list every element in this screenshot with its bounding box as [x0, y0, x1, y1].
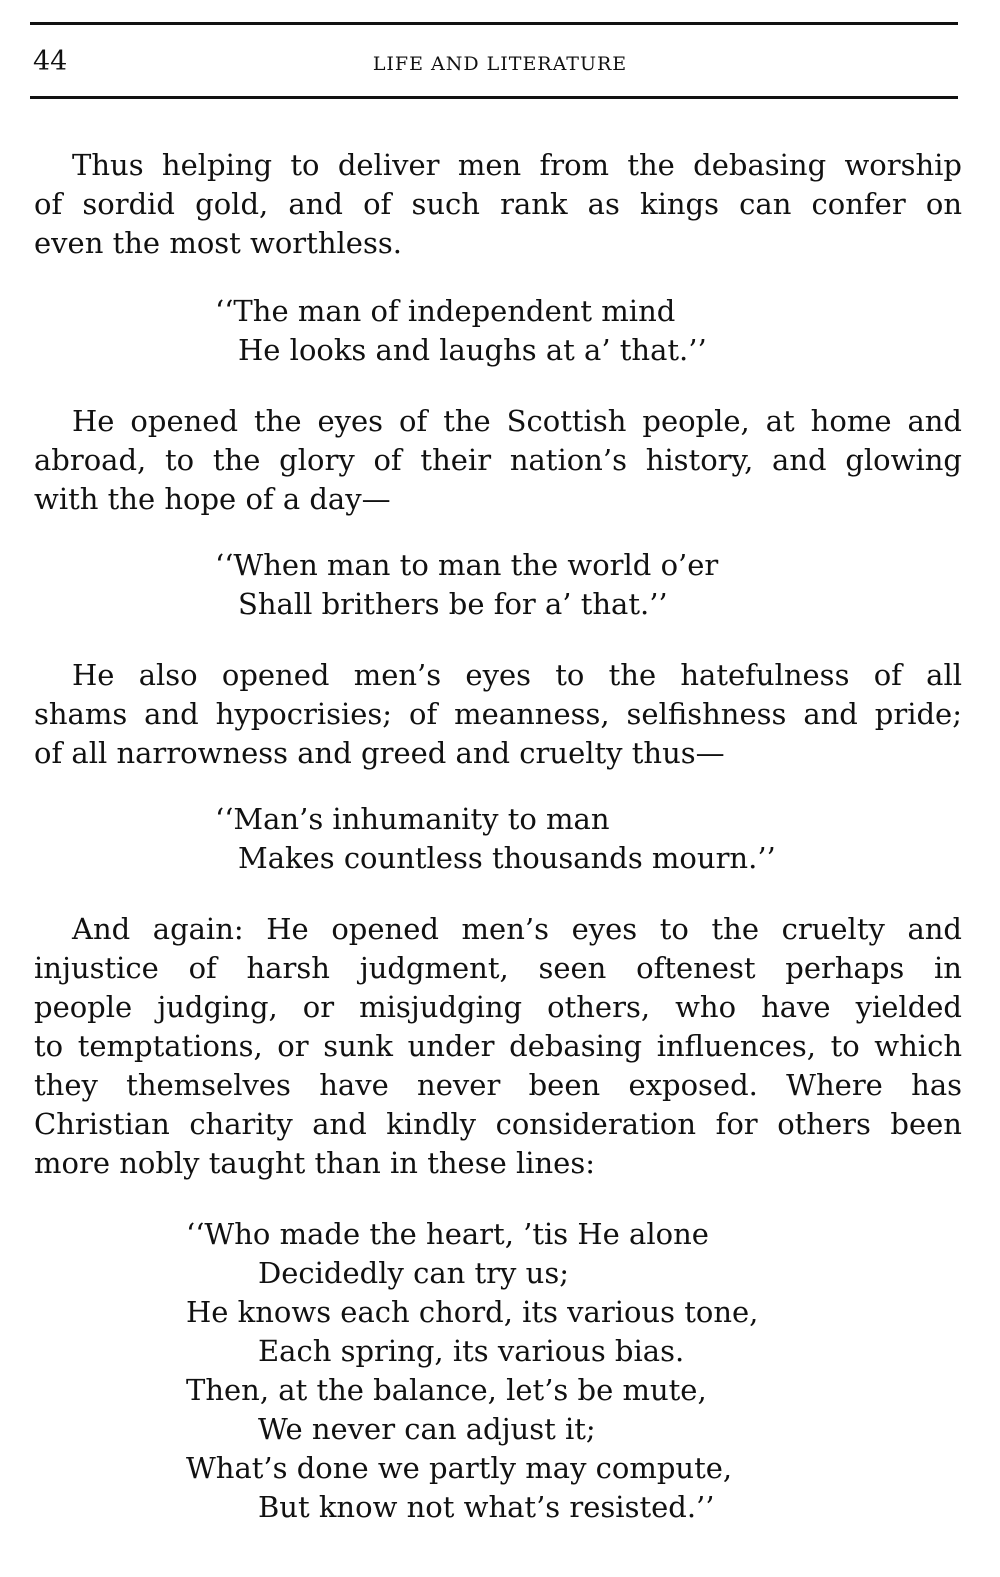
verse-quote-1 [215, 292, 707, 370]
paragraph-line: people judging, or misjudging others, who have yielded [34, 990, 962, 1024]
verse-line: Each spring, its various bias. [258, 1334, 685, 1368]
verse-line: He knows each chord, its various tone, [186, 1295, 759, 1329]
paragraph-line: more nobly taught than in these lines: [34, 1146, 595, 1180]
verse-line: Makes countless thousands mourn.’’ [238, 841, 776, 875]
header-rule-bottom [30, 96, 958, 99]
paragraph-1 [34, 146, 962, 263]
verse-line: He looks and laughs at a’ that.’’ [238, 333, 707, 367]
paragraph-line: Thus helping to deliver men from the debasing worship [72, 148, 962, 182]
verse-line: Then, at the balance, let’s be mute, [186, 1373, 707, 1407]
paragraph-line: they themselves have never been exposed. Where has [34, 1068, 962, 1102]
verse-line: But know not what’s resisted.’’ [258, 1490, 715, 1524]
verse-quote-4 [186, 1215, 758, 1527]
paragraph-line: to temptations, or sunk under debasing influences, to which [34, 1029, 962, 1063]
paragraph-line: of all narrowness and greed and cruelty thus— [34, 736, 725, 770]
paragraph-line: even the most worthless. [34, 226, 402, 260]
verse-quote-2 [215, 546, 718, 624]
verse-line: ‘‘Man’s inhumanity to man [215, 802, 610, 836]
verse-line: ‘‘When man to man the world o’er [215, 548, 719, 582]
paragraph-line: with the hope of a day— [34, 482, 391, 516]
paragraph-4 [34, 910, 962, 1183]
paragraph-line: abroad, to the glory of their nation’s history, and glowing [34, 443, 962, 477]
page-number: 44 [33, 46, 68, 77]
paragraph-line: He also opened men’s eyes to the hatefulness of all [72, 658, 962, 692]
paragraph-line: shams and hypocrisies; of meanness, selfishness and pride; [34, 697, 962, 731]
verse-quote-3 [215, 800, 776, 878]
verse-line: ‘‘The man of independent mind [215, 294, 676, 328]
header-rule-top [30, 22, 958, 25]
verse-line: Shall brithers be for a’ that.’’ [238, 587, 668, 621]
paragraph-2 [34, 402, 962, 519]
running-title: LIFE AND LITERATURE [372, 53, 628, 75]
verse-line: We never can adjust it; [258, 1412, 596, 1446]
paragraph-line: Christian charity and kindly consideration for others been [34, 1107, 962, 1141]
paragraph-line: of sordid gold, and of such rank as kings can confer on [34, 187, 962, 221]
verse-line: What’s done we partly may compute, [186, 1451, 733, 1485]
paragraph-3 [34, 656, 962, 773]
verse-line: Decidedly can try us; [258, 1256, 569, 1290]
paragraph-line: And again: He opened men’s eyes to the cruelty and [72, 912, 962, 946]
paragraph-line: He opened the eyes of the Scottish people, at home and [72, 404, 962, 438]
verse-line: ‘‘Who made the heart, ’tis He alone [186, 1217, 709, 1251]
paragraph-line: injustice of harsh judgment, seen oftenest perhaps in [34, 951, 962, 985]
